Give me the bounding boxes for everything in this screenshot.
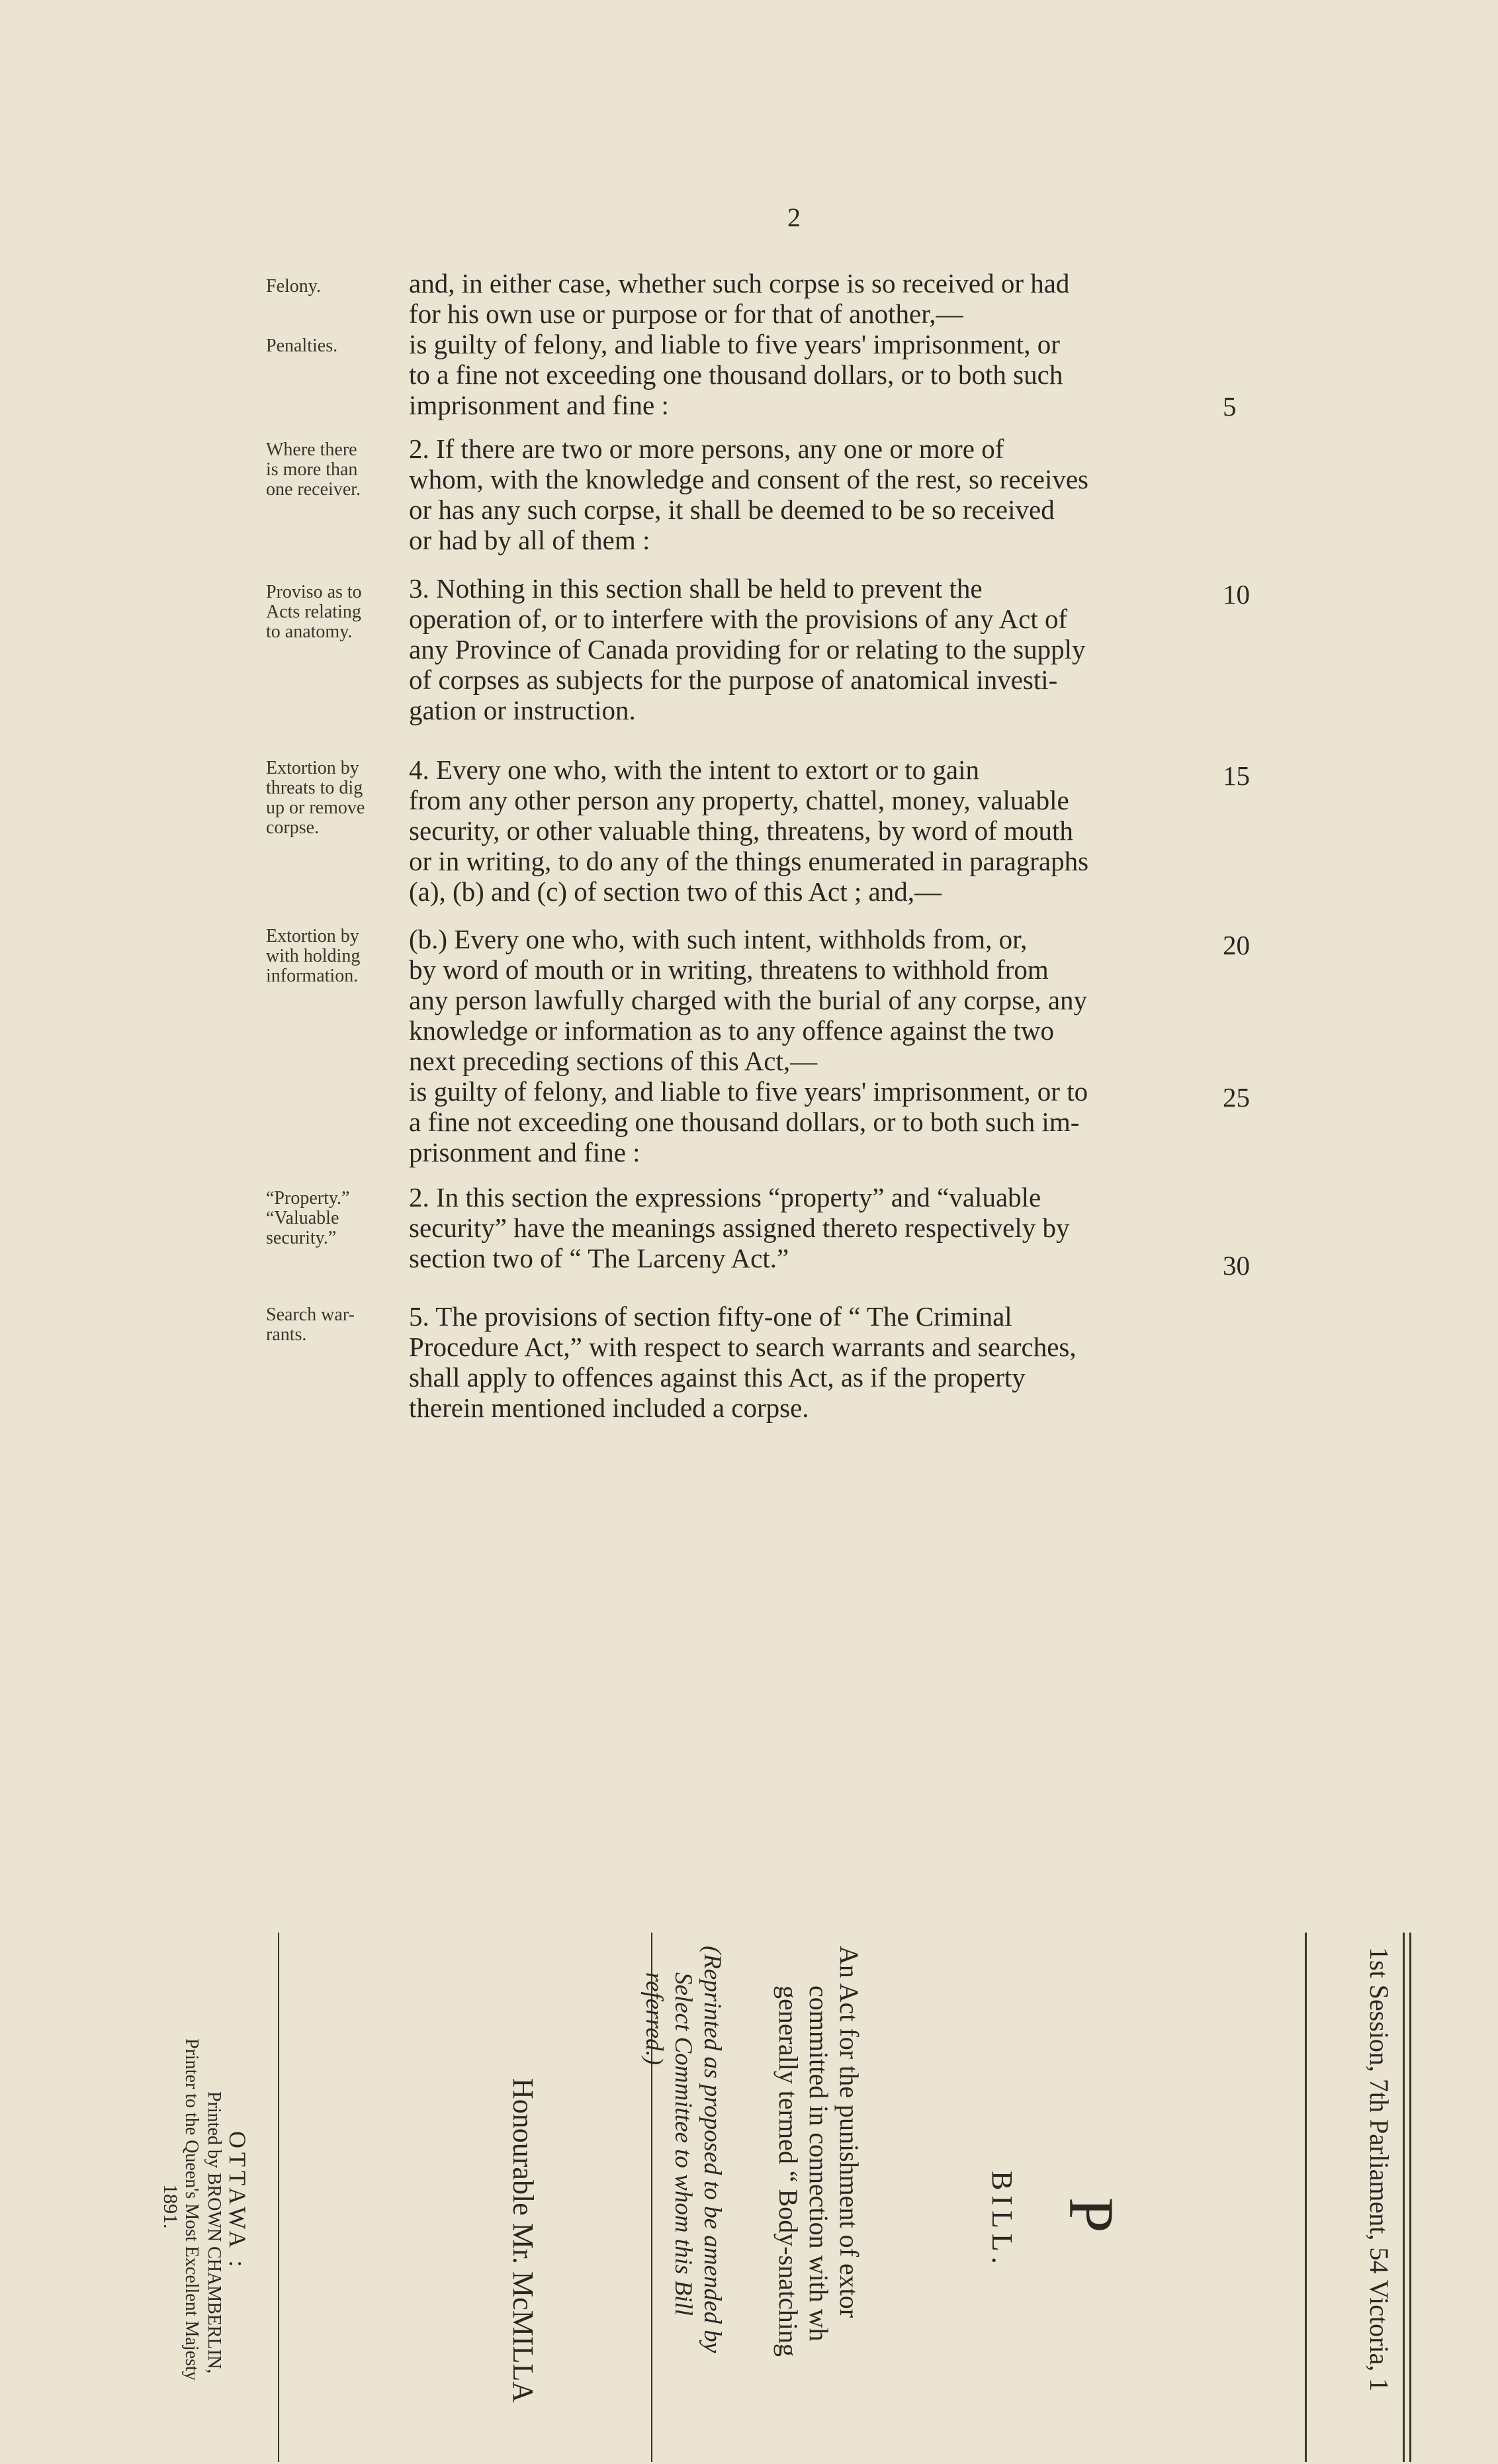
paragraph-3 <box>409 573 1216 725</box>
marginal-line: Penalties. <box>266 336 338 356</box>
marginal-line: Where there <box>266 439 357 460</box>
marginal-line: “Property.” <box>266 1188 350 1209</box>
text-line: any person lawfully charged with the burial of any corpse, any <box>409 985 1088 1015</box>
text-line: 5. The provisions of section fifty-one of “ The Criminal <box>409 1301 1012 1332</box>
marginal-note-receivers <box>266 440 398 500</box>
sponsor-name: Honourable Mr. McMILLA <box>507 2078 539 2403</box>
text-line: 3. Nothing in this section shall be held to prevent the <box>409 573 983 604</box>
paragraph-2 <box>409 433 1216 555</box>
line-number: 10 <box>1223 579 1250 610</box>
marginal-line: information. <box>266 966 359 986</box>
line-number: 20 <box>1223 930 1250 960</box>
text-line: shall apply to offences against this Act, as if the property <box>409 1362 1026 1392</box>
text-line: gation or instruction. <box>409 695 636 725</box>
marginal-line: rants. <box>266 1324 307 1345</box>
text-line: imprisonment and fine : <box>409 390 669 420</box>
marginal-line: Proviso as to <box>266 582 362 602</box>
print-year: 1891. <box>159 2184 181 2229</box>
text-line: and, in either case, whether such corpse is so received or had <box>409 268 1070 298</box>
text-line: section two of “ The Larceny Act.” <box>409 1243 789 1273</box>
marginal-note-property <box>266 1189 398 1248</box>
text-line: 4. Every one who, with the intent to extort or to gain <box>409 754 979 785</box>
marginal-line: Search war- <box>266 1304 355 1325</box>
text-line: by word of mouth or in writing, threatens to withhold from <box>409 954 1049 985</box>
text-line: 2. If there are two or more persons, any one or more of <box>409 433 1004 464</box>
line-number: 30 <box>1223 1250 1250 1281</box>
text-line: from any other person any property, chattel, money, valuable <box>409 785 1069 815</box>
title-line: An Act for the punishment of extor <box>834 1946 864 2318</box>
marginal-note-anatomy <box>266 582 398 642</box>
marginal-note-extortion-threats <box>266 758 398 838</box>
text-line: (b.) Every one who, with such intent, withholds from, or, <box>409 924 1028 954</box>
paragraph-6 <box>409 1182 1216 1273</box>
bill-title <box>773 1946 864 2357</box>
text-line: is guilty of felony, and liable to five years' imprisonment, or <box>409 329 1060 359</box>
paragraph-5 <box>409 924 1216 1167</box>
rule-line <box>1403 1933 1405 2462</box>
text-line: Procedure Act,” with respect to search warrants and searches, <box>409 1332 1077 1362</box>
text-line: (a), (b) and (c) of section two of this Act ; and,— <box>409 876 942 907</box>
text-line: for his own use or purpose or for that of another,— <box>409 298 963 329</box>
marginal-line: threats to dig <box>266 778 363 798</box>
marginal-line: security.” <box>266 1228 337 1248</box>
marginal-note-felony <box>266 277 398 356</box>
marginal-line: Extortion by <box>266 926 359 946</box>
text-line: security” have the meanings assigned thereto respectively by <box>409 1212 1070 1243</box>
session-line: 1st Session, 7th Parliament, 54 Victoria, 1 <box>1364 1947 1394 2392</box>
text-line: or has any such corpse, it shall be deemed to be so received <box>409 494 1055 525</box>
text-line: or had by all of them : <box>409 525 650 555</box>
marginal-note-extortion-withholding <box>266 927 398 986</box>
reprint-note <box>639 1946 727 2353</box>
bill-heading: BILL. <box>986 2171 1018 2269</box>
marginal-line: corpse. <box>266 817 320 838</box>
text-line: operation of, or to interfere with the provisions of any Act of <box>409 604 1068 634</box>
printer-credit <box>180 2038 225 2381</box>
text-line: knowledge or information as to any offence against the two <box>409 1015 1054 1046</box>
title-line: committed in connection with wh <box>804 1985 834 2342</box>
reprint-line: referred.) <box>640 1972 668 2066</box>
print-place: OTTAWA : <box>224 2131 251 2271</box>
marginal-line: is more than <box>266 459 358 480</box>
rule-line <box>1409 1933 1411 2462</box>
text-line: 2. In this section the expressions “property” and “valuable <box>409 1182 1041 1212</box>
marginal-line: to anatomy. <box>266 621 353 642</box>
text-line: or in writing, to do any of the things enumerated in paragraphs <box>409 846 1089 876</box>
printer-line: Printed by BROWN CHAMBERLIN, <box>204 2091 224 2374</box>
line-number: 15 <box>1223 760 1250 791</box>
bill-letter: P <box>1056 2197 1127 2233</box>
text-line: therein mentioned included a corpse. <box>409 1392 809 1423</box>
text-line: a fine not exceeding one thousand dollars, or to both such im- <box>409 1107 1080 1137</box>
marginal-line: Felony. <box>266 276 321 297</box>
text-line: prisonment and fine : <box>409 1137 640 1167</box>
printer-line: Printer to the Queen's Most Excellent Majesty <box>181 2038 202 2381</box>
text-line: whom, with the knowledge and consent of the rest, so receives <box>409 464 1089 494</box>
paragraph-7 <box>409 1301 1216 1423</box>
paragraph-1 <box>409 268 1216 420</box>
text-line: of corpses as subjects for the purpose of anatomical investi- <box>409 664 1058 695</box>
marginal-line: Extortion by <box>266 758 359 778</box>
rule-line <box>1305 1933 1307 2462</box>
marginal-line: up or remove <box>266 798 365 818</box>
marginal-line: “Valuable <box>266 1208 339 1228</box>
rule-line <box>278 1933 279 2462</box>
text-line: is guilty of felony, and liable to five years' imprisonment, or to <box>409 1076 1088 1107</box>
text-line: security, or other valuable thing, threatens, by word of mouth <box>409 815 1073 846</box>
marginal-line: Acts relating <box>266 602 361 622</box>
reprint-line: Select Committee to whom this Bill <box>670 1972 697 2316</box>
back-cover-endorsement <box>159 1933 1423 2462</box>
text-line: next preceding sections of this Act,— <box>409 1046 818 1076</box>
paragraph-4 <box>409 754 1216 907</box>
line-number: 25 <box>1223 1082 1250 1113</box>
text-line: any Province of Canada providing for or relating to the supply <box>409 634 1086 664</box>
title-line: generally termed “ Body-snatching <box>773 1985 803 2357</box>
line-number: 5 <box>1223 391 1237 422</box>
marginal-line: one receiver. <box>266 479 361 500</box>
reprint-line: (Reprinted as proposed to be amended by <box>699 1946 726 2353</box>
marginal-line: with holding <box>266 946 361 966</box>
page-number: 2 <box>787 203 801 232</box>
text-line: to a fine not exceeding one thousand dollars, or to both such <box>409 359 1063 390</box>
marginal-note-search-warrants <box>266 1305 398 1345</box>
